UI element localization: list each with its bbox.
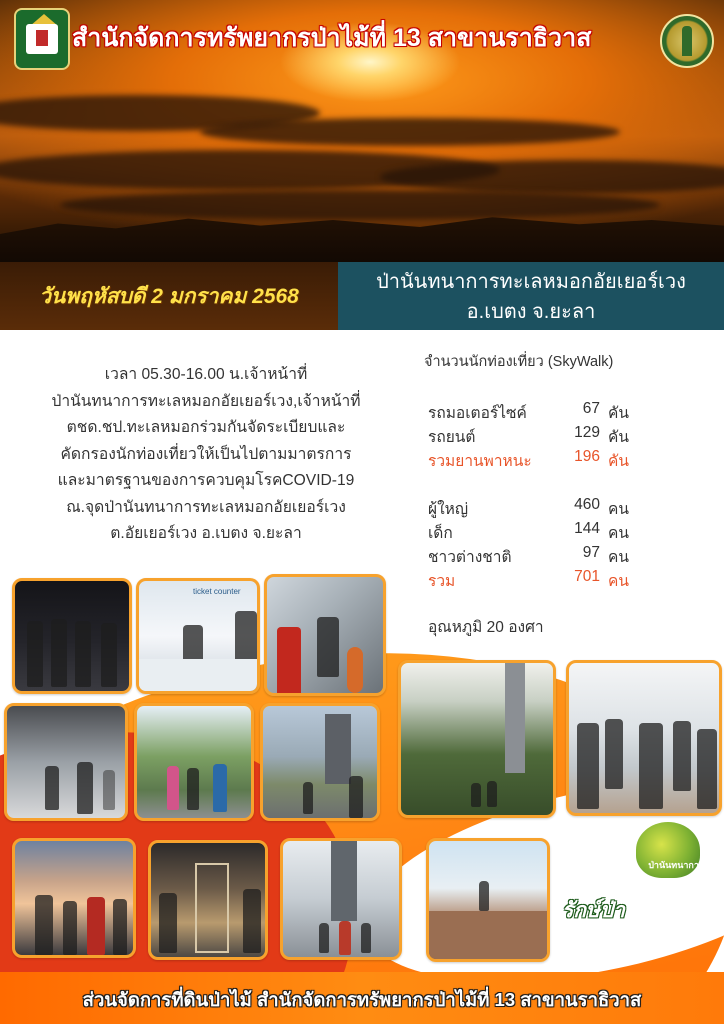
stat-value: 144 [574,520,600,537]
photo-glass-deck [426,838,550,962]
stat-row-motorcycles [428,400,708,424]
photo-entrance-hall [4,703,128,821]
stat-label: รถมอเตอร์ไซค์ [428,405,527,422]
forest-department-seal-icon [14,8,70,70]
stat-row-vehicle-total [428,448,708,472]
stat-unit: คัน [608,429,629,446]
stat-row-adults [428,496,708,520]
description-line: ตชด.ชป.ทะเลหมอกร่วมกันจัดระเบียบและ [66,419,346,436]
stat-unit: คน [608,525,629,542]
stat-value: 196 [574,448,600,465]
brand-logo-text: ป่านันทนาการ [648,860,704,870]
place-bar [338,262,724,330]
report-date: วันพฤหัสบดี 2 มกราคม 2568 [39,284,299,308]
stat-label: รวม [428,573,456,590]
stat-unit: คัน [608,405,629,422]
stat-row-cars [428,424,708,448]
stat-value: 97 [582,544,600,561]
brand-slogan: รักษ์ป่า [562,899,625,922]
stat-row-visitor-total [428,568,708,592]
visitor-stats-title: จำนวนนักท่องเที่ยว (SkyWalk) [424,354,614,370]
photo-viewing-tower [260,703,380,821]
stat-label: ชาวต่างชาติ [428,549,512,566]
photo-ticket-counter [136,578,260,694]
footer-credit: ส่วนจัดการที่ดินป่าไม้ สำนักจัดการทรัพยากรป่าไม้ที่ 13 สาขานราธิวาส [82,989,642,1010]
stat-value: 701 [574,568,600,585]
stat-label: ผู้ใหญ่ [428,501,469,518]
description-line: คัดกรองนักท่องเที่ยวให้เป็นไปตามมาตรการ [60,445,352,463]
description-line: ณ.จุดป่านันทนาการทะเลหมอกอัยเยอร์เวง [66,498,346,516]
stat-unit: คัน [608,453,629,470]
stat-value: 460 [574,496,600,513]
page-title: สำนักจัดการทรัพยากรป่าไม้ที่ 13 สาขานราธิวาส [72,24,592,52]
photo-night-patrol [12,578,132,694]
stat-unit: คน [608,501,629,518]
activity-description [12,362,400,548]
stat-unit: คน [608,573,629,590]
photo-elevator-lobby [148,840,268,960]
stat-row-foreigners [428,544,708,568]
photo-misty-overlook [566,660,722,816]
photo-sunrise-viewers [12,838,136,958]
ticket-counter-sign: ticket counter [193,587,241,596]
header-banner [0,0,724,262]
description-line: เวลา 05.30-16.00 น.เจ้าหน้าที่ [104,366,308,383]
description-line: ป่านันทนาการทะเลหมอกอัยเยอร์เวง,เจ้าหน้าที่ [51,392,361,410]
stat-value: 129 [574,424,600,441]
photo-forest-skywalk [398,660,556,818]
place-name: ป่านันทนาการทะเลหมอกอัยเยอร์เวง [376,271,686,293]
description-line: ต.อัยเยอร์เวง อ.เบตง จ.ยะลา [110,525,302,542]
stat-unit: คน [608,549,629,566]
brand-slogan-sub: รักษาสรรพ ชีวิต [600,926,662,936]
temperature-readout: อุณหภูมิ 20 องศา [428,619,544,636]
date-bar [0,262,338,330]
stat-label: รถยนต์ [428,429,476,446]
stat-label: เด็ก [428,525,453,542]
place-district: อ.เบตง จ.ยะลา [466,301,596,323]
photo-screening-checkpoint [264,574,386,696]
stat-value: 67 [582,400,600,417]
photo-skywalk-tower [280,838,402,960]
stat-row-children [428,520,708,544]
description-line: และมาตรฐานของการควบคุมโรคCOVID-19 [57,472,355,489]
royal-forest-emblem-icon [660,14,714,68]
photo-walkway-visitors [134,703,254,821]
stat-label: รวมยานพาหนะ [428,453,532,470]
